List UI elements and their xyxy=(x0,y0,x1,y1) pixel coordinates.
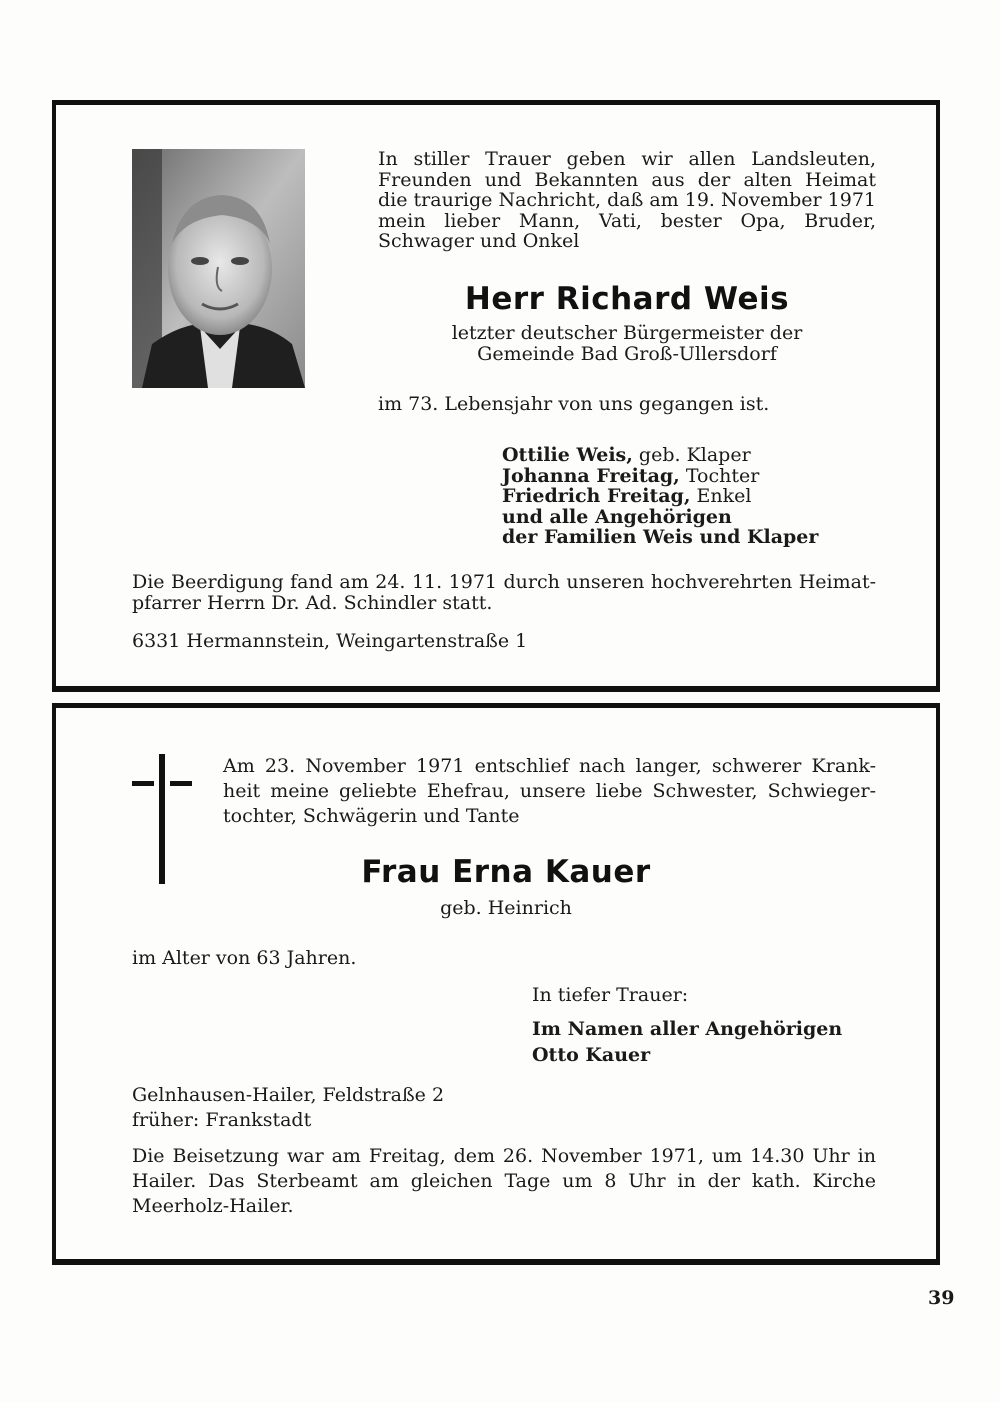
age-text: im 73. Lebensjahr von uns gegangen ist. xyxy=(378,393,770,415)
intro-line: Freunden und Bekannten aus der alten Heimat xyxy=(378,168,876,191)
deceased-name: Frau Erna Kauer xyxy=(361,854,651,890)
portrait-photo xyxy=(132,149,305,388)
obituary-notice-kauer xyxy=(52,703,940,1265)
page-number: 39 xyxy=(928,1287,955,1309)
age-text: im Alter von 63 Jahren. xyxy=(132,947,357,969)
mourner-line: der Familien Weis und Klaper xyxy=(502,526,819,548)
intro-paragraph xyxy=(223,754,876,829)
address-block xyxy=(132,1083,444,1133)
intro-line: Schwager und Onkel xyxy=(378,230,580,252)
portrait-image xyxy=(132,149,305,388)
mourner-line: Ottilie Weis, geb. Klaper xyxy=(502,444,751,466)
deceased-name: Herr Richard Weis xyxy=(464,281,790,317)
signatories xyxy=(532,1016,842,1068)
address-line: früher: Frankstadt xyxy=(132,1109,312,1131)
mourning-heading: In tiefer Trauer: xyxy=(532,984,689,1006)
signatory-line: Otto Kauer xyxy=(532,1044,651,1066)
intro-line: Am 23. November 1971 entschlief nach langer, schwerer Krank- xyxy=(223,755,876,777)
funeral-line: Die Beerdigung fand am 24. 11. 1971 durch unseren hochverehrten Heimat- xyxy=(132,571,876,593)
burial-line: Meerholz-Hailer. xyxy=(132,1195,294,1217)
intro-line: In stiller Trauer geben wir allen Landsleuten, xyxy=(378,148,876,170)
intro-line: heit meine geliebte Ehefrau, unsere liebe Schwester, Schwieger- xyxy=(223,780,876,802)
intro-line: tochter, Schwägerin und Tante xyxy=(223,805,520,827)
intro-line: mein lieber Mann, Vati, bester Opa, Bruder, xyxy=(378,209,876,232)
mourner-line: und alle Angehörigen xyxy=(502,505,732,528)
role-line: letzter deutscher Bürgermeister der xyxy=(451,322,803,344)
funeral-line: pfarrer Herrn Dr. Ad. Schindler statt. xyxy=(132,591,493,614)
address-line: Gelnhausen-Hailer, Feldstraße 2 xyxy=(132,1084,445,1106)
maiden-name: geb. Heinrich xyxy=(440,897,572,919)
burial-line: Hailer. Das Sterbeamt am gleichen Tage um 8 Uhr in der kath. Kirche xyxy=(132,1170,876,1192)
intro-line: die traurige Nachricht, daß am 19. November 1971 xyxy=(378,189,876,211)
intro-paragraph xyxy=(378,149,876,252)
role-description xyxy=(378,323,876,364)
mourner-line: Johanna Freitag, Tochter xyxy=(502,464,760,487)
obituary-notice-weis xyxy=(52,100,940,692)
mourner-line: Friedrich Freitag, Enkel xyxy=(502,485,752,507)
signatory-line: Im Namen aller Angehörigen xyxy=(532,1018,843,1040)
funeral-paragraph xyxy=(132,572,876,613)
burial-line: Die Beisetzung war am Freitag, dem 26. November 1971, um 14.30 Uhr in xyxy=(132,1145,876,1167)
burial-paragraph xyxy=(132,1144,876,1219)
address: 6331 Hermannstein, Weingartenstraße 1 xyxy=(132,630,528,652)
role-line: Gemeinde Bad Groß-Ullersdorf xyxy=(477,342,777,365)
cross-icon xyxy=(132,754,192,884)
mourners-list xyxy=(502,445,818,548)
